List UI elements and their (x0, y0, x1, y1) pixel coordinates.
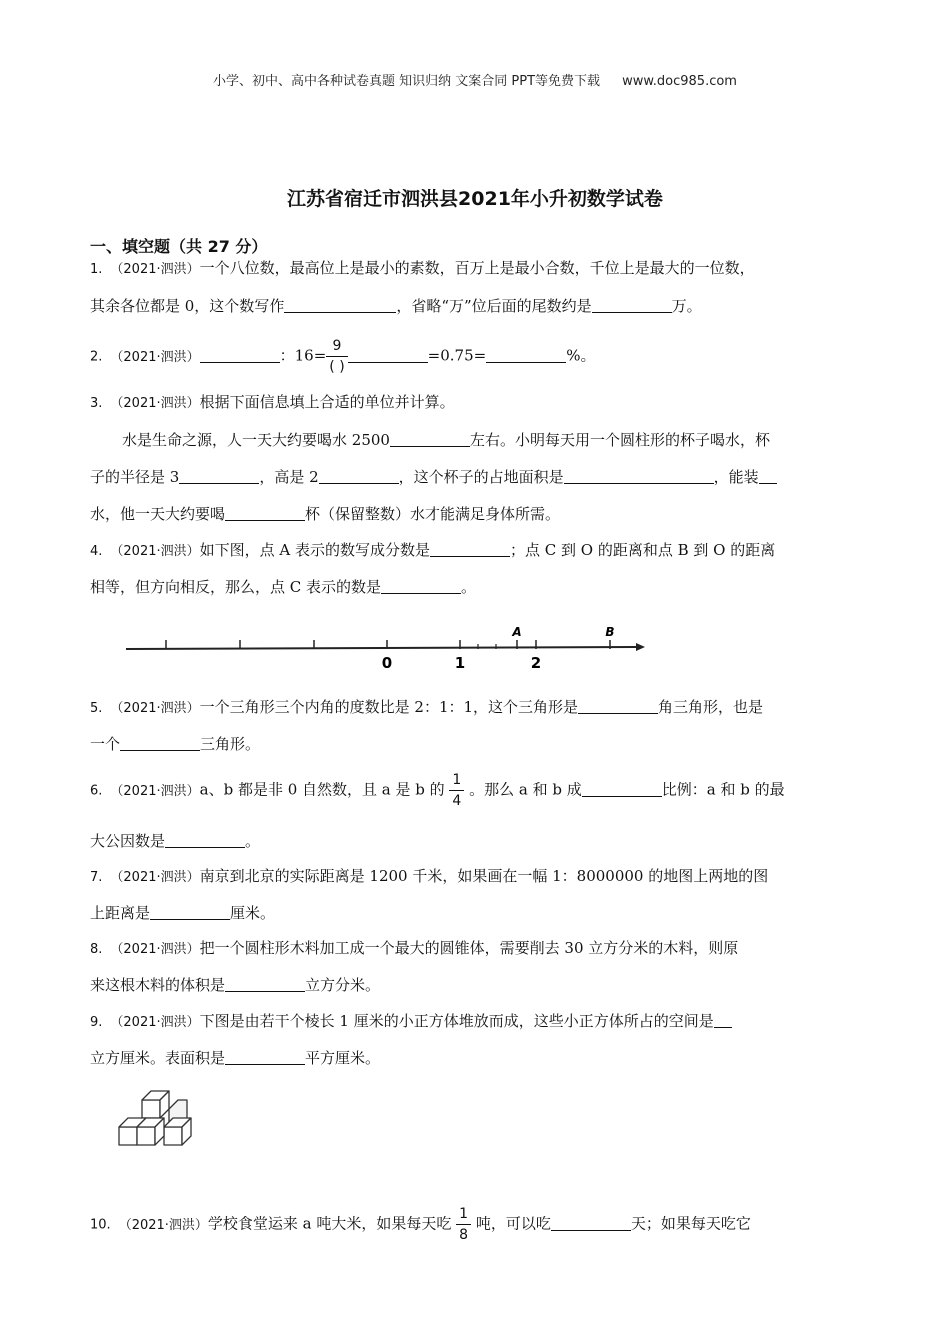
question-source: （2021·泗洪） (110, 870, 200, 885)
answer-blank[interactable] (582, 781, 662, 797)
question-text: 立方分米。 (305, 976, 381, 994)
answer-blank[interactable] (120, 735, 200, 751)
cube-stack-figure (112, 1080, 202, 1162)
question-source: （2021·泗洪） (110, 942, 200, 957)
question-text: 把一个圆柱形木料加工成一个最大的圆锥体，需要削去 30 立方分米的木料，则原 (199, 939, 739, 957)
question-3-line-2 (122, 430, 770, 450)
question-7 (90, 866, 768, 888)
question-number: 5. (90, 701, 103, 716)
answer-blank[interactable] (319, 468, 399, 484)
question-4 (90, 540, 775, 562)
question-text: 万。 (671, 297, 702, 315)
question-text: 厘米。 (230, 904, 276, 922)
answer-blank[interactable] (759, 468, 777, 484)
question-source: （2021·泗洪） (110, 349, 200, 365)
axis-label: 2 (530, 654, 542, 672)
question-text: 平方厘米。 (305, 1049, 381, 1067)
answer-blank[interactable] (179, 468, 259, 484)
question-source: （2021·泗洪） (110, 1015, 200, 1030)
question-text: 角三角形，也是 (658, 698, 764, 716)
question-6 (90, 770, 785, 811)
question-1 (90, 258, 755, 280)
answer-blank[interactable] (200, 347, 280, 363)
arrow-icon (636, 643, 645, 651)
point-label: B (605, 625, 615, 639)
answer-blank[interactable] (430, 541, 510, 557)
question-5 (90, 697, 763, 719)
question-6-line-2 (90, 831, 260, 851)
question-source: （2021·泗洪） (118, 1217, 208, 1233)
question-text: ，能装 (713, 468, 759, 486)
question-text: 比例：a 和 b 的最 (661, 780, 785, 799)
answer-blank[interactable] (165, 832, 245, 848)
answer-blank[interactable] (551, 1215, 631, 1231)
answer-blank[interactable] (225, 505, 305, 521)
question-text: 。 (245, 832, 261, 850)
answer-blank[interactable] (390, 431, 470, 447)
question-1-line-2 (90, 296, 702, 316)
question-text: 水，他一天大约要喝 (90, 505, 226, 523)
fraction-numerator: 9 (326, 336, 347, 357)
question-text: 天；如果每天吃它 (630, 1214, 751, 1233)
question-4-line-2 (90, 577, 476, 597)
fraction (449, 770, 464, 811)
question-text: 杯（保留整数）水才能满足身体所需。 (305, 505, 561, 523)
answer-blank[interactable] (714, 1012, 732, 1028)
question-text: ：16= (279, 346, 327, 365)
section-heading: 一、填空题（共 27 分） (90, 237, 268, 256)
question-source: （2021·泗洪） (110, 396, 200, 411)
question-text: 相等，但方向相反，那么，点 C 表示的数是 (90, 578, 382, 596)
question-text: ，这个杯子的占地面积是 (398, 468, 564, 486)
question-7-line-2 (90, 903, 275, 923)
question-text: 。那么 a 和 b 成 (469, 780, 582, 799)
question-8-line-2 (90, 975, 380, 995)
question-text: 一个八位数，最高位上是最小的素数，百万上是最小合数，千位上是最大的一位数， (199, 259, 755, 277)
question-text: 其余各位都是 0，这个数写作 (90, 297, 285, 315)
question-text: %。 (566, 346, 596, 365)
number-line-figure (120, 618, 650, 674)
point-label: A (512, 625, 522, 639)
header-text: 小学、初中、高中各种试卷真题 知识归纳 文案合同 PPT等免费下载 (213, 74, 601, 89)
question-text: 一个 (90, 735, 121, 753)
answer-blank[interactable] (284, 297, 396, 313)
fraction-numerator: 1 (449, 770, 464, 791)
question-text: 水是生命之源，人一天大约要喝水 2500 (122, 431, 390, 449)
question-3-line-4 (90, 504, 560, 524)
answer-blank[interactable] (486, 347, 566, 363)
answer-blank[interactable] (578, 698, 658, 714)
question-number: 1. (90, 262, 103, 277)
question-text: ，高是 2 (259, 468, 319, 486)
question-9-line-2 (90, 1048, 380, 1068)
question-number: 3. (90, 396, 103, 411)
question-number: 10. (90, 1217, 111, 1233)
question-text: 大公因数是 (90, 832, 166, 850)
question-text: 来这根木料的体积是 (90, 976, 226, 994)
question-text: 一个三角形三个内角的度数比是 2：1：1，这个三角形是 (199, 698, 579, 716)
question-text: 立方厘米。表面积是 (90, 1049, 226, 1067)
question-number: 8. (90, 942, 103, 957)
question-text: ；点 C 到 O 的距离和点 B 到 O 的距离 (510, 541, 776, 559)
question-source: （2021·泗洪） (110, 544, 200, 559)
fraction (326, 336, 347, 377)
cube-face (137, 1127, 155, 1145)
question-5-line-2 (90, 734, 260, 754)
question-text: 根据下面信息填上合适的单位并计算。 (199, 393, 455, 411)
question-text: 左右。小明每天用一个圆柱形的杯子喝水，杯 (469, 431, 770, 449)
answer-blank[interactable] (381, 578, 461, 594)
cube-face (142, 1100, 160, 1118)
fraction-denominator: 8 (459, 1227, 469, 1243)
question-3-line-3 (90, 467, 777, 487)
question-8 (90, 938, 738, 960)
header-url[interactable]: www.doc985.com (622, 74, 737, 89)
question-number: 4. (90, 544, 103, 559)
question-9 (90, 1011, 732, 1033)
answer-blank[interactable] (348, 347, 428, 363)
question-text: 子的半径是 3 (90, 468, 180, 486)
question-text: 吨，可以吃 (475, 1214, 551, 1233)
question-number: 7. (90, 870, 103, 885)
question-text: 学校食堂运来 a 吨大米，如果每天吃 (207, 1214, 452, 1233)
question-text: 上距离是 (90, 904, 151, 922)
question-source: （2021·泗洪） (110, 701, 200, 716)
question-text: 南京到北京的实际距离是 1200 千米，如果画在一幅 1：8000000 的地图上两地的图 (199, 867, 769, 885)
question-text: 三角形。 (200, 735, 261, 753)
number-line-axis (126, 647, 636, 649)
question-text: 如下图，点 A 表示的数写成分数是 (199, 541, 430, 559)
fraction-denominator[interactable]: ( ) (329, 359, 345, 375)
answer-blank[interactable] (225, 1049, 305, 1065)
question-text: =0.75= (427, 346, 487, 365)
question-number: 6. (90, 783, 103, 799)
cube-face (119, 1127, 137, 1145)
question-text: 下图是由若干个棱长 1 厘米的小正方体堆放而成，这些小正方体所占的空间是 (199, 1012, 714, 1030)
question-3 (90, 392, 455, 414)
answer-blank[interactable] (564, 468, 714, 484)
cube-face (164, 1127, 182, 1145)
question-text: ，省略“万”位后面的尾数约是 (396, 297, 592, 315)
answer-blank[interactable] (592, 297, 672, 313)
fraction-denominator: 4 (452, 793, 462, 809)
answer-blank[interactable] (225, 976, 305, 992)
answer-blank[interactable] (150, 904, 230, 920)
page-header (0, 70, 950, 89)
axis-label: 1 (454, 654, 466, 672)
question-text: a、b 都是非 0 自然数，且 a 是 b 的 (199, 780, 445, 799)
question-10 (90, 1204, 751, 1245)
question-source: （2021·泗洪） (110, 262, 200, 277)
fraction-numerator: 1 (456, 1204, 471, 1225)
question-number: 2. (90, 349, 103, 365)
axis-label: 0 (381, 654, 393, 672)
question-number: 9. (90, 1015, 103, 1030)
question-source: （2021·泗洪） (110, 783, 200, 799)
question-text: 。 (461, 578, 477, 596)
fraction (456, 1204, 471, 1245)
question-2 (90, 336, 595, 377)
page-title: 江苏省宿迁市泗洪县2021年小升初数学试卷 (287, 188, 663, 210)
